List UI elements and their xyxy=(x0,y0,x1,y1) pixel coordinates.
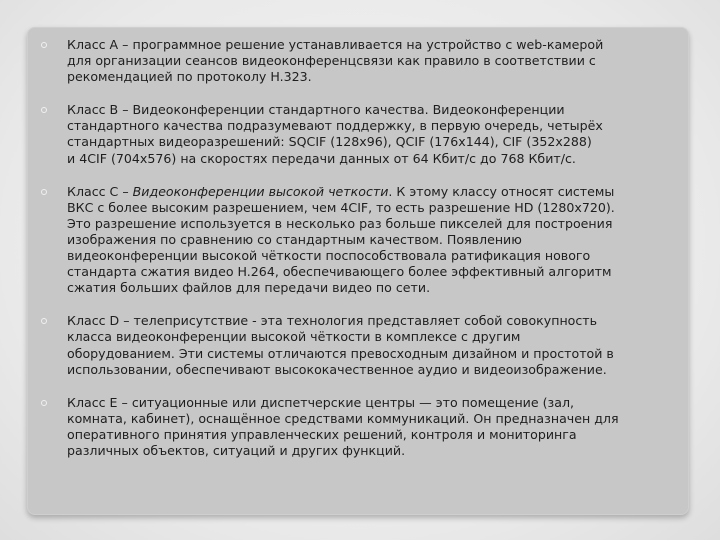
text-line: и 4CIF (704x576) на скоростях передачи данных от 64 Кбит/с до 768 Кбит/с. xyxy=(67,150,576,166)
content-panel xyxy=(27,27,689,515)
text-line: сжатия больших файлов для передачи видео по сети. xyxy=(67,280,431,296)
bullet-class-a xyxy=(37,37,687,85)
class-c-italic-title: Видеоконференции высокой четкости xyxy=(132,183,389,199)
text-line: различных объектов, ситуаций и других функций. xyxy=(67,442,406,458)
bullet-class-b xyxy=(37,102,687,166)
bullet-marker-icon xyxy=(41,107,47,113)
text-line: комната, кабинет), оснащённое средствами коммуникаций. Он предназначен для xyxy=(67,410,619,426)
text-line: класса видеоконференции высокой чёткости в комплексе с другим xyxy=(67,329,521,345)
class-c-suffix: . К этому классу относят системы xyxy=(388,183,615,199)
bullet-marker-icon xyxy=(41,318,47,324)
bullet-class-c xyxy=(37,184,687,297)
text-line: Класс D – телеприсутствие - эта технология представляет собой совокупность xyxy=(67,313,598,329)
text-line: видеоконференции высокой чёткости поспособствовала ратификация нового xyxy=(67,248,591,264)
text-line: оборудованием. Эти системы отличаются превосходным дизайном и простотой в xyxy=(67,345,614,361)
bullet-class-d xyxy=(37,313,687,377)
text-line: стандарта сжатия видео H.264, обеспечивающего более эффективный алгоритм xyxy=(67,264,612,280)
class-c-prefix: Класс C – xyxy=(67,183,133,199)
text-line: Класс E – ситуационные или диспетчерские центры — это помещение (зал, xyxy=(67,394,574,410)
bullet-marker-icon xyxy=(41,42,47,48)
bullet-class-e xyxy=(37,395,687,459)
text-line: стандартного качества подразумевают поддержку, в первую очередь, четырёх xyxy=(67,118,603,134)
text-line: Класс B – Видеоконференции стандартного качества. Видеоконференции xyxy=(67,102,565,118)
text-line: Класс A – программное решение устанавливается на устройство с web-камерой xyxy=(67,37,604,52)
bullet-marker-icon xyxy=(41,400,47,406)
text-line-intro xyxy=(67,184,687,200)
text-line: изображения по сравнению со стандартным качеством. Появлению xyxy=(67,231,522,247)
text-line: Это разрешение используется в несколько раз больше пикселей для построения xyxy=(67,215,613,231)
text-line: стандартных видеоразрешений: SQCIF (128x96), QCIF (176x144), CIF (352x288) xyxy=(67,134,592,150)
bullet-marker-icon xyxy=(41,189,47,195)
text-line: использовании, обеспечивают высококачественное аудио и видеоизображение. xyxy=(67,361,607,377)
bullet-list xyxy=(37,37,687,459)
text-line: оперативного принятия управленческих решений, контроля и мониторинга xyxy=(67,426,577,442)
text-line: рекомендацией по протоколу H.323. xyxy=(67,69,312,85)
text-line: для организации сеансов видеоконференцсвязи как правило в соответствии с xyxy=(67,53,596,69)
text-line: ВКС с более высоким разрешением, чем 4CIF, то есть разрешение HD (1280x720). xyxy=(67,199,615,215)
